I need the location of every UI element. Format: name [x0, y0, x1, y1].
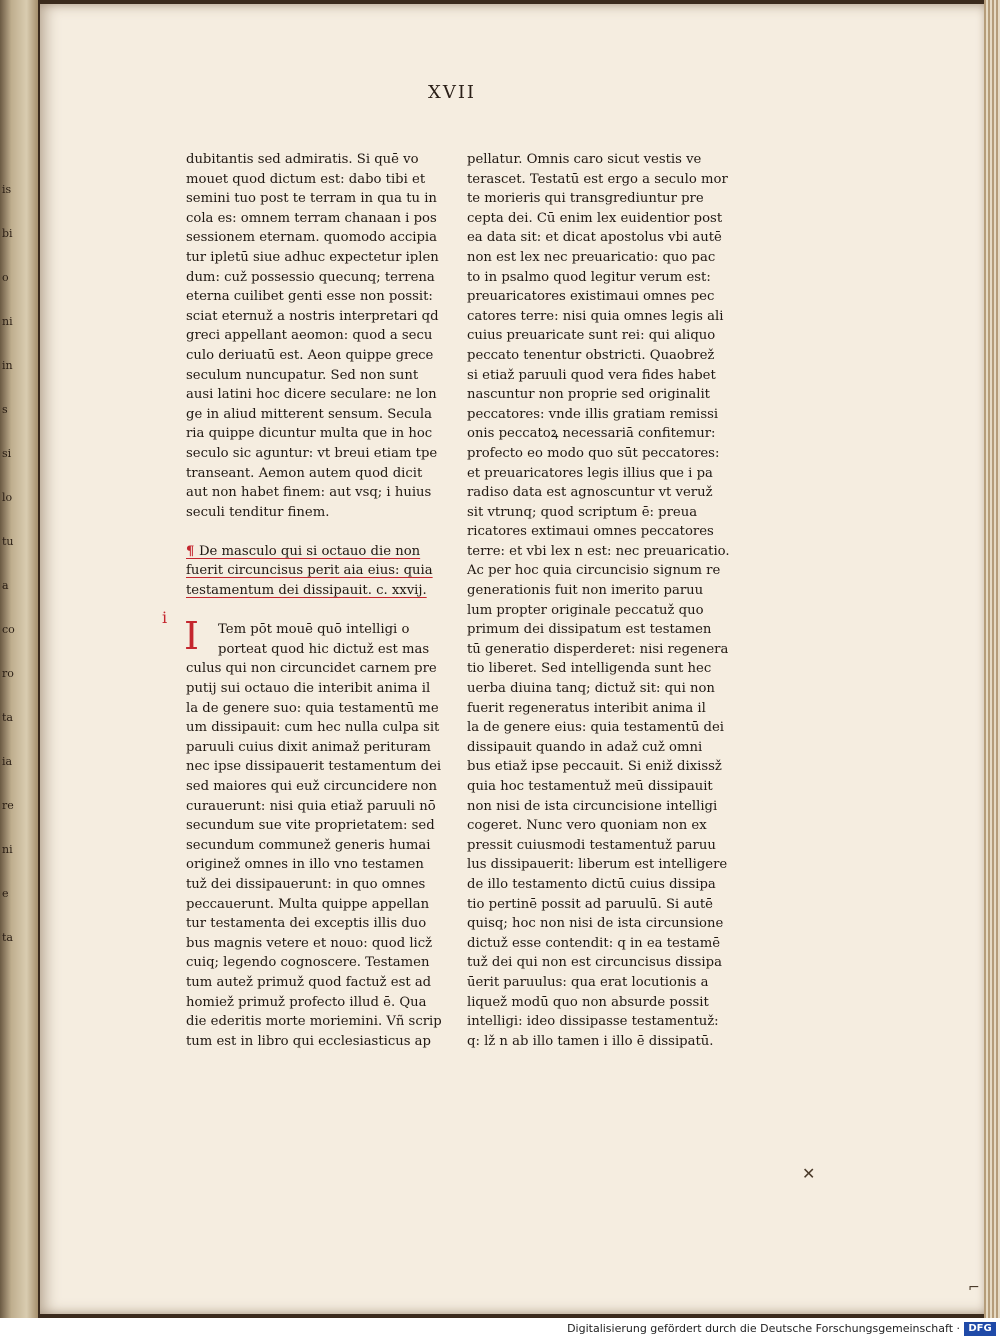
text-line: non est lex nec preuaricatio: quo pac: [467, 249, 716, 265]
text-line: de illo testamento dictū cuius dissipa: [467, 876, 716, 892]
text-line: ausi latini hoc dicere seculare: ne lon: [186, 387, 437, 403]
left-column-body: [186, 150, 439, 522]
facing-page-fragment: o: [2, 271, 9, 284]
text-line: tuž dei dissipauerunt: in quo omnes: [186, 876, 426, 892]
text-line: bus etiaž ipse peccauit. Si eniž dixissž: [467, 759, 722, 775]
facing-page-fragment: ni: [2, 843, 13, 856]
right-column-body: [467, 150, 730, 1051]
text-line: sciat eternuž a nostris interpretari qd: [186, 308, 439, 324]
text-line: culo deriuatū est. Aeon quippe grece: [186, 347, 434, 363]
text-line: liquež modū quo non absurde possit: [467, 994, 709, 1010]
text-line: quisq; hoc non nisi de ista circunsione: [467, 916, 724, 932]
folio-number: XVII: [428, 82, 477, 103]
facing-page-fragment: is: [2, 183, 12, 196]
text-line: cogeret. Nunc vero quoniam non ex: [467, 818, 707, 834]
rubric-line: [186, 581, 427, 601]
rubric-heading: [186, 542, 433, 601]
text-line: secundum sue vite proprietatem: sed: [186, 818, 435, 834]
facing-page-fragment: e: [2, 887, 9, 900]
facing-page-fragment: bi: [2, 227, 13, 240]
text-line: greci appellant aeomon: quod a secu: [186, 328, 433, 344]
text-line: transeant. Aemon autem quod dicit: [186, 465, 423, 481]
facing-page-fragment: co: [2, 623, 15, 636]
facing-page-fragment: in: [2, 359, 13, 372]
text-line: aut non habet finem: aut vsq; i huius: [186, 485, 432, 501]
text-line: um dissipauit: cum hec nulla culpa sit: [186, 720, 440, 736]
text-line: sit vtrunq; quod scriptum ē: preua: [467, 504, 698, 520]
text-line: pressit cuiusmodi testamentuž paruu: [467, 837, 716, 853]
text-line: tū generatio disperderet: nisi regenera: [467, 641, 729, 657]
text-line: generationis fuit non imerito paruu: [467, 583, 704, 599]
text-line: tio pertinē possit ad paruulū. Si autē: [467, 896, 713, 912]
text-line: peccauerunt. Multa quippe appellan: [186, 896, 430, 912]
text-line: non nisi de ista circuncisione intelligi: [467, 798, 718, 814]
rubric-line: [186, 542, 422, 562]
left-column-body-2: [186, 620, 442, 1051]
facing-page-fragment: ta: [2, 711, 13, 724]
text-line: preuaricatores existimaui omnes pec: [467, 289, 715, 305]
text-line: nascuntur non proprie sed originalit: [467, 387, 710, 403]
text-line: la de genere suo: quia testamentū me: [186, 700, 439, 716]
facing-page-fragment: si: [2, 447, 12, 460]
facing-page-fragment: re: [2, 799, 14, 812]
text-line: bus magnis vetere et nouo: quod licž: [186, 935, 433, 951]
text-line: tuž dei qui non est circuncisus dissipa: [467, 955, 722, 971]
text-line: uerba diuina tanq; dictuž sit: qui non: [467, 681, 715, 697]
text-line: semini tuo post te terram in qua tu in: [186, 191, 437, 207]
text-line: eterna cuilibet genti esse non possit:: [186, 289, 433, 305]
text-line: porteat quod hic dictuž est mas: [218, 641, 430, 657]
manuscript-page: [40, 4, 988, 1314]
funding-credit: Digitalisierung gefördert durch die Deutsche Forschungsgemeinschaft ·: [567, 1322, 960, 1335]
text-line: paruuli cuius dixit animaž perituram: [186, 739, 431, 755]
facing-page-fragment: ta: [2, 931, 13, 944]
text-line: tum autež primuž quod factuž est ad: [186, 974, 432, 990]
text-line: seculum nuncupatur. Sed non sunt: [186, 367, 419, 383]
text-line: pellatur. Omnis caro sicut vestis ve: [467, 152, 702, 167]
facing-page-edge: [0, 0, 38, 1318]
text-line: dictuž esse contendit: q in ea testamē: [467, 935, 721, 951]
text-line: cola es: omnem terram chanaan i pos: [186, 210, 437, 226]
corner-pencil-mark: ⌐: [968, 1280, 980, 1296]
text-line: lus dissipauerit: liberum est intelligere: [467, 857, 728, 873]
guide-letter: i: [162, 608, 168, 627]
text-line: nec ipse dissipauerit testamentum dei: [186, 759, 442, 775]
text-line: dissipauit quando in adaž cuž omni: [467, 739, 703, 755]
text-line: primum dei dissipatum est testamen: [467, 622, 712, 638]
text-line: seculo sic aguntur: vt breui etiam tpe: [186, 445, 438, 461]
text-line: homiež primuž profecto illud ē. Qua: [186, 994, 427, 1010]
facing-page-fragment: ro: [2, 667, 14, 680]
text-line: die ederitis morte moriemini. Vñ scrip: [186, 1014, 442, 1030]
page-edge-stack: [984, 0, 1000, 1318]
text-line: cuiq; legendo cognoscere. Testamen: [186, 955, 430, 971]
red-initial-letter: I: [184, 614, 200, 658]
text-line: ge in aliud mitterent sensum. Secula: [186, 406, 432, 422]
text-line: ūerit paruulus: qua erat locutionis a: [467, 974, 709, 990]
text-line: lum propter originale peccatuž quo: [467, 602, 704, 618]
text-line: radiso data est agnoscuntur vt veruž: [467, 485, 713, 501]
facing-page-fragment: a: [2, 579, 9, 592]
text-line: culus qui non circuncidet carnem pre: [186, 661, 437, 677]
text-line: Ac per hoc quia circuncisio signum re: [467, 563, 721, 579]
margin-cross-mark: ✕: [802, 1164, 816, 1183]
text-line: intelligi: ideo dissipasse testamentuž:: [467, 1014, 719, 1030]
text-line: fuerit regeneratus interibit anima il: [467, 700, 706, 716]
text-line: et preuaricatores legis illius que i pa: [467, 465, 713, 481]
text-line: mouet quod dictum est: dabo tibi et: [186, 171, 426, 187]
text-line: ricatores extimaui omnes peccatores: [467, 524, 714, 540]
text-line: putij sui octauo die interibit anima il: [186, 681, 431, 697]
rubric-text: testamentum dei dissipauit. c. xxvij.: [186, 583, 427, 599]
facing-page-fragment: lo: [2, 491, 13, 504]
text-line: dum: cuž possessio quecunq; terrena: [186, 269, 435, 285]
facing-page-fragment: ia: [2, 755, 13, 768]
text-line: quia hoc testamentuž meū dissipauit: [467, 779, 713, 794]
text-line: la de genere eius: quia testamentū dei: [467, 720, 724, 736]
text-line: tur ipletū siue adhuc expectetur iplen: [186, 249, 439, 265]
facing-page-fragment: ni: [2, 315, 13, 328]
text-column-right: [467, 150, 730, 1051]
text-line: te morieris qui transgrediuntur pre: [467, 191, 704, 207]
rubric-line: [186, 561, 433, 581]
text-line: peccatores: vnde illis gratiam remissi: [467, 406, 719, 422]
facing-page-fragment: s: [2, 403, 8, 416]
text-line: tio liberet. Sed intelligenda sunt hec: [467, 661, 712, 677]
footer-bar: [0, 1318, 1000, 1341]
text-line: to in psalmo quod legitur verum est:: [467, 269, 711, 285]
text-line: terre: et vbi lex n est: nec preuaricatio.: [467, 543, 730, 559]
text-line: tur testamenta dei exceptis illis duo: [186, 916, 427, 932]
rubric-text: fuerit circuncisus perit aia eius: quia: [186, 563, 433, 579]
text-line: si etiaž paruuli quod vera fides habet: [467, 367, 716, 383]
text-line: ria quippe dicuntur multa que in hoc: [186, 426, 433, 442]
text-line: sed maiores qui euž circuncidere non: [186, 779, 437, 794]
text-line: secundum communež generis humai: [186, 837, 431, 853]
text-line: peccato tenentur obstricti. Quaobrež: [467, 347, 715, 363]
paragraph-mark: ¶: [186, 543, 199, 559]
text-line: tum est in libro qui ecclesiasticus ap: [186, 1033, 431, 1049]
text-line: cepta dei. Cū enim lex euidentior post: [467, 210, 723, 226]
text-line: onis peccatoꝝ necessariā confitemur:: [467, 426, 716, 442]
text-line: dubitantis sed admiratis. Si quē vo: [186, 152, 419, 167]
dfg-logo: DFG: [964, 1322, 996, 1336]
text-line: terascet. Testatū est ergo a seculo mor: [467, 171, 728, 187]
text-line: catores terre: nisi quia omnes legis ali: [467, 308, 724, 324]
text-line: cuius preuaricate sunt rei: qui aliquo: [467, 328, 716, 344]
text-line: ea data sit: et dicat apostolus vbi autē: [467, 230, 722, 246]
text-line: profecto eo modo quo sūt peccatores:: [467, 445, 720, 461]
text-column-left: [184, 150, 442, 1051]
rubric-text: De masculo qui si octauo die non: [198, 543, 421, 559]
text-line: Tem pōt mouē quō intelligi o: [218, 622, 410, 638]
text-line: q: lž n ab illo tamen i illo ē dissipatū.: [467, 1033, 714, 1049]
facing-page-fragment: tu: [2, 535, 14, 548]
text-line: seculi tenditur finem.: [186, 504, 330, 520]
text-line: originež omnes in illo vno testamen: [186, 857, 424, 873]
text-line: sessionem eternam. quomodo accipia: [186, 230, 437, 246]
text-line: curauerunt: nisi quia etiaž paruuli nō: [186, 798, 436, 814]
